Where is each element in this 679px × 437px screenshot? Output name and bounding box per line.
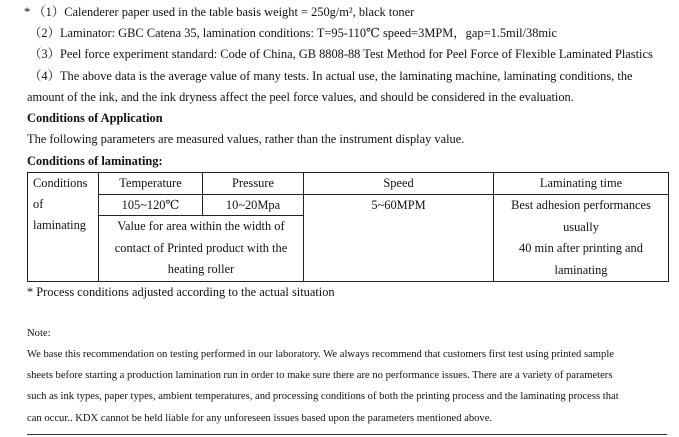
area-note-line-3: heating roller: [167, 262, 235, 277]
note-line-3: such as ink types, paper types, ambient temperatures, and processing conditions of both the printing process and the laminating process that: [27, 391, 619, 402]
laminating-conditions-table: [27, 172, 669, 282]
time-line-1: Best adhesion performances usually: [511, 198, 651, 234]
value-speed: [304, 195, 494, 282]
area-note-cell: [99, 216, 304, 282]
application-heading: Conditions of Application: [27, 111, 163, 125]
header-temperature: Temperature: [99, 173, 203, 195]
time-line-2: 40 min after printing and laminating: [519, 241, 643, 277]
row-label-cell: [28, 173, 99, 282]
value-laminating-time: [494, 195, 669, 282]
note-label: Note:: [27, 328, 51, 339]
note-line-4: can occur.. KDX cannot be held liable for any unforeseen issues based upon the parameters mentioned above.: [27, 413, 493, 424]
application-text: The following parameters are measured values, rather than the instrument display value.: [27, 132, 465, 146]
note-line-2: sheets before starting a production lamination run in order to make sure there are no performance issues. There are a variety of parameters: [27, 370, 613, 381]
laminating-heading: Conditions of laminating:: [27, 154, 163, 168]
header-laminating-time: Laminating time: [494, 173, 669, 195]
value-pressure: 10~20Mpa: [203, 195, 304, 216]
header-pressure: Pressure: [203, 173, 304, 195]
row-label-line-3: laminating: [33, 218, 86, 232]
note-item-4: （4）The above data is the average value of many tests. In actual use, the laminating machine, laminating conditions, the: [29, 69, 633, 83]
process-footnote: * Process conditions adjusted according to the actual situation: [27, 285, 335, 299]
speed-value-text: 5~60MPM: [371, 198, 426, 212]
row-label-line-2: of: [33, 197, 44, 211]
value-temperature: 105~120℃: [99, 195, 203, 216]
header-speed: Speed: [304, 173, 494, 195]
note-item-3: （3）Peel force experiment standard: Code of China, GB 8808-88 Test Method for Peel Force of Flexible Laminated Plastics: [29, 47, 653, 61]
note-item-4-continued: amount of the ink, and the ink dryness affect the peel force values, and should be considered in the evaluation.: [27, 90, 574, 104]
area-note-line-2: contact of Printed product with the: [114, 240, 288, 255]
bottom-divider: [27, 434, 667, 435]
note-item-2: （2）Laminator: GBC Catena 35, lamination conditions: T=95-110℃ speed=3MPM，gap=1.5mil/38mic: [29, 26, 557, 40]
note-line-1: We base this recommendation on testing performed in our laboratory. We always recommend that customers first test using printed sample: [27, 349, 614, 360]
note-item-1: * （1）Calenderer paper used in the table basis weight = 250g/m², black toner: [24, 5, 415, 19]
row-label-line-1: Conditions: [33, 176, 88, 190]
area-note-line-1: Value for area within the width of: [117, 219, 285, 234]
